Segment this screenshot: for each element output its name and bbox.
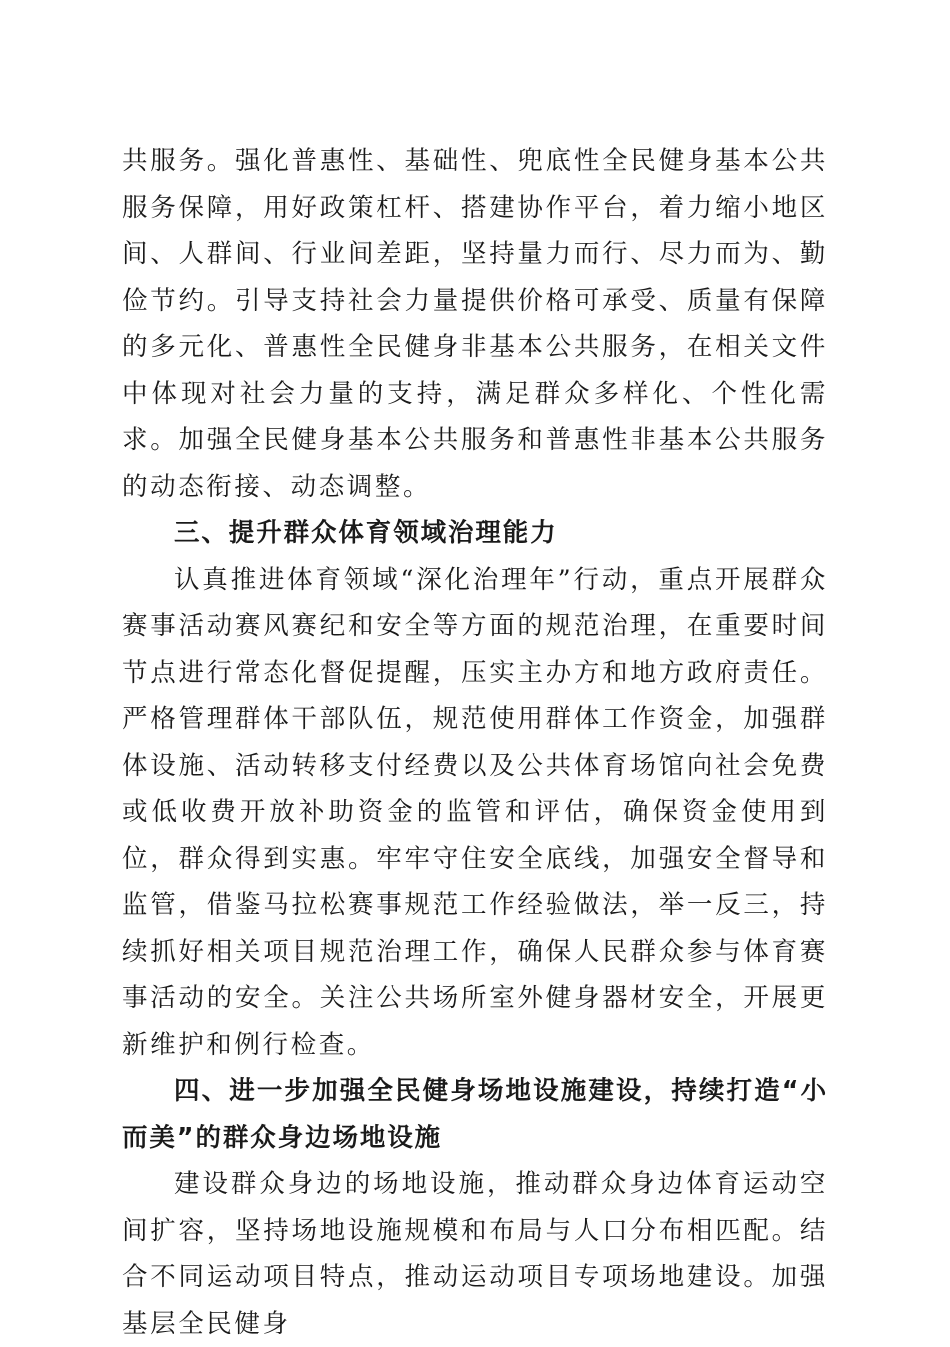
body-paragraph-governance: 认真推进体育领域“深化治理年”行动，重点开展群众赛事活动赛风赛纪和安全等方面的规范治理，在重要时间节点进行常态化督促提醒，压实主办方和地方政府责任。严格管理群体干部队伍，规范使用群体工作资金，加强群体设施、活动转移支付经费以及公共体育场馆向社会免费或低收费开放补助资金的监管和评估，确保资金使用到位，群众得到实惠。牢牢守住安全底线，加强安全督导和监管，借鉴马拉松赛事规范工作经验做法，举一反三，持续抓好相关项目规范治理工作，确保人民群众参与体育赛事活动的安全。关注公共场所室外健身器材安全，开展更新维护和例行检查。 (122, 564, 828, 1060)
body-paragraph-facilities: 建设群众身边的场地设施，推动群众身边体育运动空间扩容，坚持场地设施规模和布局与人口分布相匹配。结合不同运动项目特点，推动运动项目专项场地建设。加强基层全民健身 (122, 1169, 828, 1339)
section-heading-4: 四、进一步加强全民健身场地设施建设，持续打造“小而美”的群众身边场地设施 (122, 1076, 828, 1153)
body-paragraph-continued: 共服务。强化普惠性、基础性、兜底性全民健身基本公共服务保障，用好政策杠杆、搭建协作平台，着力缩小地区间、人群间、行业间差距，坚持量力而行、尽力而为、勤俭节约。引导支持社会力量提供价格可承受、质量有保障的多元化、普惠性全民健身非基本公共服务，在相关文件中体现对社会力量的支持，满足群众多样化、个性化需求。加强全民健身基本公共服务和普惠性非基本公共服务的动态衔接、动态调整。 (122, 146, 828, 502)
section-heading-3: 三、提升群众体育领域治理能力 (174, 518, 558, 548)
document-body (122, 138, 828, 1347)
